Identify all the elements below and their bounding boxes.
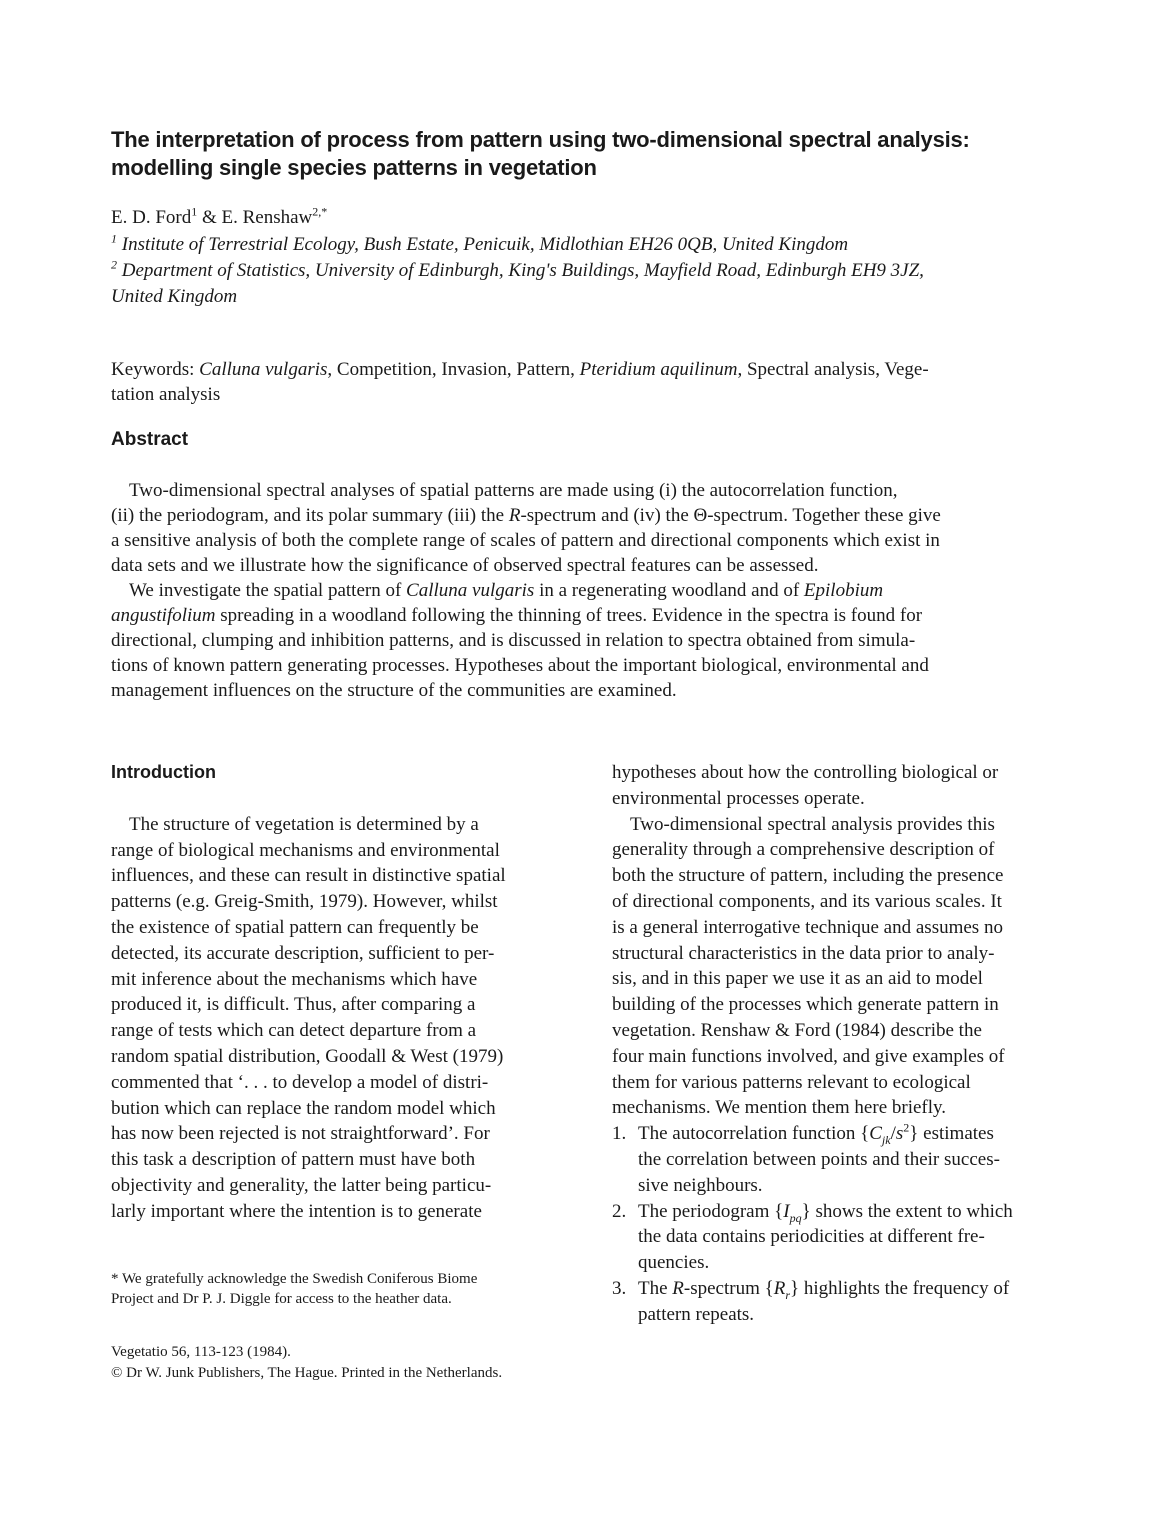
intro-line: Two-dimensional spectral analysis provides this <box>630 813 995 835</box>
list-line <box>638 1121 1060 1147</box>
abstract-text: -spectrum and (iv) the Θ-spectrum. Together these give <box>520 505 941 526</box>
list-line: the data contains periodicities at different fre- <box>638 1226 985 1248</box>
journal-citation: Vegetatio 56, 113-123 (1984). <box>111 1344 291 1360</box>
author-renshaw: E. Renshaw <box>221 207 313 228</box>
list-line <box>638 1276 1060 1302</box>
intro-line: this task a description of pattern must have both <box>111 1149 476 1171</box>
journal-info <box>111 1342 502 1384</box>
intro-line: commented that ‘. . . to develop a model of distri- <box>111 1071 489 1093</box>
left-column <box>111 760 561 1225</box>
abstract-symbol-r: R <box>508 505 521 526</box>
intro-line: the existence of spatial pattern can frequently be <box>111 916 479 938</box>
footnote-line: Project and Dr P. J. Diggle for access to the heather data. <box>111 1291 452 1307</box>
affiliations <box>111 232 1071 310</box>
abstract-text: (ii) the periodogram, and its polar summary (iii) the <box>111 505 509 526</box>
right-column <box>612 760 1060 1328</box>
keyword-calluna: Calluna vulgaris <box>199 359 328 380</box>
abstract-line: Two-dimensional spectral analyses of spatial patterns are made using (i) the autocorrelation function, <box>129 480 898 501</box>
list-line <box>638 1199 1060 1225</box>
list-item-r-spectrum <box>612 1276 1060 1328</box>
abstract-body <box>111 478 1056 703</box>
list-text: The autocorrelation function { <box>638 1123 870 1145</box>
intro-line: them for various patterns relevant to ecological <box>612 1071 971 1093</box>
keywords-text-a: , Competition, Invasion, Pattern, <box>327 359 580 380</box>
affiliation-1-number: 1 <box>111 231 117 246</box>
intro-line: is a general interrogative technique and assumes no <box>612 916 1003 938</box>
abstract-species-epilobium: Epilobium <box>803 580 884 601</box>
keywords-text-b: , Spectral analysis, Vege- <box>737 359 929 380</box>
author-renshaw-affiliation: 2,* <box>312 204 328 219</box>
symbol-r: R <box>773 1277 786 1299</box>
intro-line: patterns (e.g. Greig-Smith, 1979). However, whilst <box>111 891 498 913</box>
affiliation-1 <box>111 232 1071 258</box>
intro-line: building of the processes which generate pattern in <box>612 994 999 1016</box>
abstract-line <box>111 578 1056 603</box>
symbol-r: R <box>672 1277 684 1299</box>
abstract-line <box>111 603 1056 628</box>
paper-title <box>111 126 1071 182</box>
list-number: 2. <box>612 1200 627 1222</box>
intro-line: structural characteristics in the data prior to analy- <box>612 942 995 964</box>
list-text: -spectrum { <box>683 1277 774 1299</box>
abstract-line: tions of known pattern generating processes. Hypotheses about the important biological, environmental and <box>111 655 929 676</box>
symbol-subscript: pq <box>789 1210 802 1225</box>
abstract-text: in a regenerating woodland and of <box>534 580 804 601</box>
title-line-2: modelling single species patterns in vegetation <box>111 155 597 180</box>
symbol-i: I <box>783 1200 790 1222</box>
list-line: quencies. <box>638 1252 710 1274</box>
list-text: / <box>890 1123 896 1145</box>
intro-line: hypotheses about how the controlling biological or <box>612 762 999 783</box>
affiliation-2-text: Department of Statistics, University of Edinburgh, King's Buildings, Mayfield Road, Edinburgh EH9 3JZ, <box>121 260 924 281</box>
list-number: 1. <box>612 1123 627 1145</box>
symbol-c: C <box>869 1123 882 1145</box>
intro-line: produced it, is difficult. Thus, after comparing a <box>111 994 476 1016</box>
intro-line: larly important where the intention is to generate <box>111 1200 482 1222</box>
intro-line: range of tests which can detect departure from a <box>111 1020 477 1042</box>
title-line-1: The interpretation of process from pattern using two-dimensional spectral analysis: <box>111 127 970 152</box>
list-line: pattern repeats. <box>638 1303 755 1325</box>
keyword-pteridium: Pteridium aquilinum <box>579 359 738 380</box>
author-separator: & <box>197 207 222 228</box>
abstract-line: management influences on the structure of the communities are examined. <box>111 680 677 701</box>
intro-line: vegetation. Renshaw & Ford (1984) describe the <box>612 1019 982 1041</box>
list-text: } shows the extent to which <box>801 1200 1013 1222</box>
affiliation-2-continued: United Kingdom <box>111 286 238 307</box>
symbol-superscript: 2 <box>903 1120 910 1135</box>
list-line: sive neighbours. <box>638 1174 763 1196</box>
list-text: The <box>638 1277 673 1299</box>
abstract-species-calluna: Calluna vulgaris <box>406 580 535 601</box>
intro-line: has now been rejected is not straightforward’. For <box>111 1123 490 1145</box>
intro-line: sis, and in this paper we use it as an aid to model <box>612 968 983 990</box>
intro-line: mit inference about the mechanisms which have <box>111 968 478 990</box>
introduction-heading: Introduction <box>111 762 216 782</box>
intro-line: detected, its accurate description, sufficient to per- <box>111 942 495 964</box>
affiliation-1-text: Institute of Terrestrial Ecology, Bush Estate, Penicuik, Midlothian EH26 0QB, United Kingdom <box>121 234 849 255</box>
symbol-s: s <box>895 1123 904 1145</box>
list-number: 3. <box>612 1277 627 1299</box>
intro-line: of directional components, and its various scales. It <box>612 890 1002 912</box>
abstract-text: spreading in a woodland following the thinning of trees. Evidence in the spectra is found for <box>215 605 923 626</box>
intro-line: The structure of vegetation is determined by a <box>129 813 479 835</box>
abstract-heading: Abstract <box>111 429 189 450</box>
footnote <box>111 1269 571 1309</box>
intro-line: range of biological mechanisms and environmental <box>111 839 500 861</box>
list-item-periodogram <box>612 1199 1060 1276</box>
affiliation-2-number: 2 <box>111 257 117 272</box>
intro-line: environmental processes operate. <box>612 787 865 809</box>
symbol-subscript: jk <box>881 1132 891 1147</box>
keywords-label: Keywords: <box>111 359 200 380</box>
list-text: } estimates <box>909 1123 994 1145</box>
abstract-line: a sensitive analysis of both the complete range of scales of pattern and directional components which exist in <box>111 530 940 551</box>
intro-line: random spatial distribution, Goodall & West (1979) <box>111 1045 504 1067</box>
affiliation-2 <box>111 258 1071 284</box>
keywords-line-2: tation analysis <box>111 384 221 405</box>
intro-line: generality through a comprehensive description of <box>612 839 995 861</box>
abstract-line <box>111 503 1056 528</box>
intro-line: mechanisms. We mention them here briefly. <box>612 1097 947 1119</box>
author-ford-affiliation: 1 <box>191 204 198 219</box>
intro-line: bution which can replace the random model which <box>111 1097 496 1119</box>
keywords <box>111 357 1056 407</box>
list-line: the correlation between points and their succes- <box>638 1148 1000 1170</box>
author-line <box>111 206 327 230</box>
list-item-autocorrelation <box>612 1121 1060 1198</box>
intro-line: influences, and these can result in distinctive spatial <box>111 865 506 887</box>
list-text: } highlights the frequency of <box>790 1277 1010 1299</box>
keywords-line-1 <box>111 357 1056 382</box>
abstract-text: We investigate the spatial pattern of <box>129 580 407 601</box>
intro-line: both the structure of pattern, including the presence <box>612 865 1004 887</box>
symbol-subscript: r <box>785 1287 791 1302</box>
list-text: The periodogram { <box>638 1200 784 1222</box>
footnote-line: * We gratefully acknowledge the Swedish Coniferous Biome <box>111 1271 478 1287</box>
abstract-species-epilobium-2: angustifolium <box>111 605 216 626</box>
intro-line: objectivity and generality, the latter being particu- <box>111 1174 492 1196</box>
abstract-line: data sets and we illustrate how the significance of observed spectral features can be assessed. <box>111 555 819 576</box>
intro-line: four main functions involved, and give examples of <box>612 1045 1005 1067</box>
copyright-notice: © Dr W. Junk Publishers, The Hague. Printed in the Netherlands. <box>111 1365 503 1381</box>
abstract-line: directional, clumping and inhibition patterns, and is discussed in relation to spectra obtained from simula- <box>111 630 916 651</box>
author-ford: E. D. Ford <box>111 207 192 228</box>
